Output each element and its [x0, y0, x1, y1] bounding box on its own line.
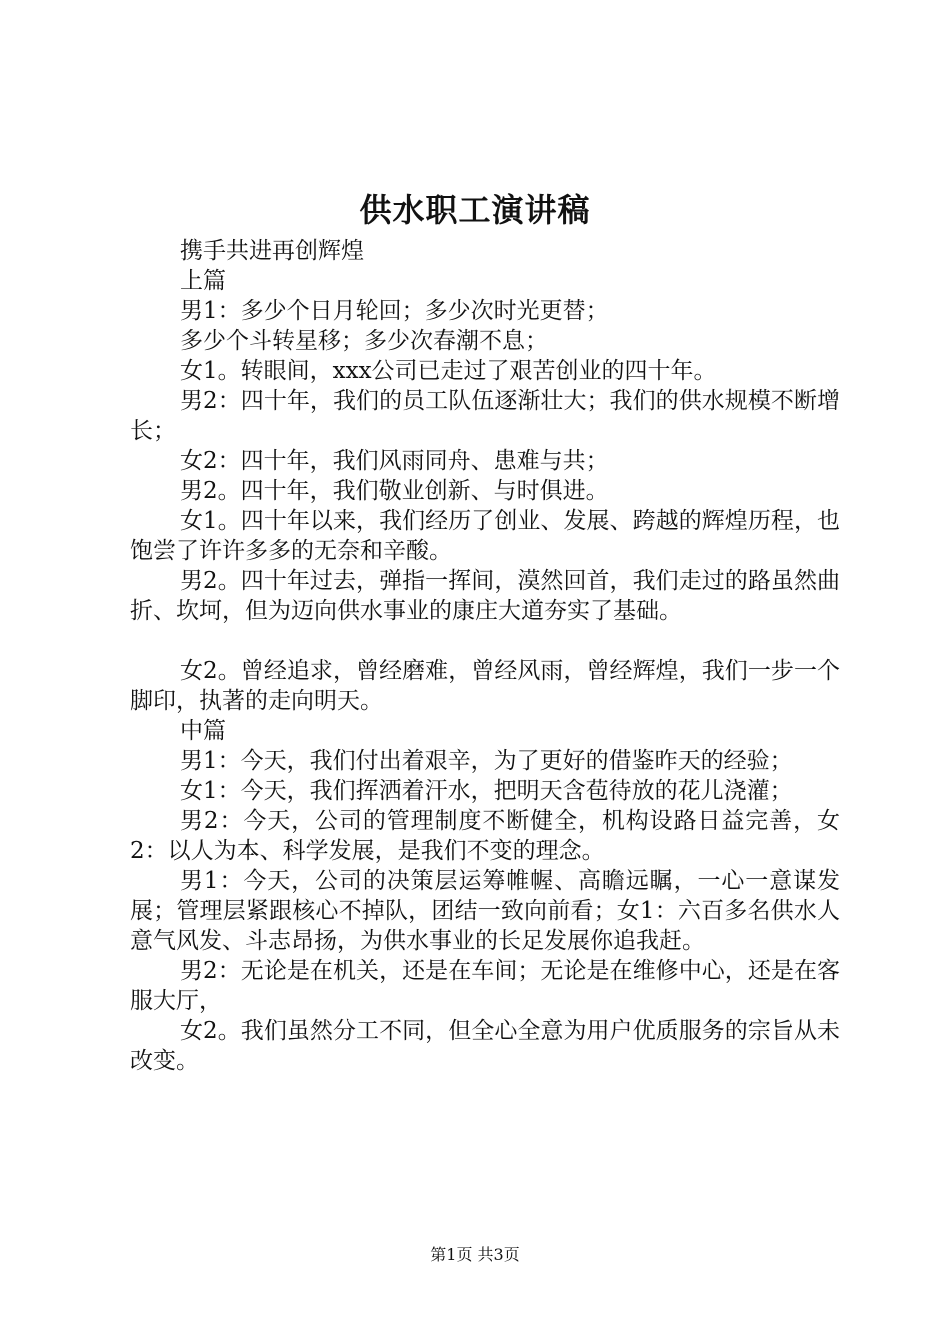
paragraph: 女2：四十年，我们风雨同舟、患难与共；: [180, 448, 609, 474]
paragraph: 女1。转眼间，xxx公司已走过了艰苦创业的四十年。: [180, 358, 717, 384]
paragraph: 男2。四十年，我们敬业创新、与时俱进。: [180, 478, 609, 504]
paragraph: 女1：今天，我们挥洒着汗水，把明天含苞待放的花儿浇灌；: [180, 778, 793, 804]
section-heading-upper: 上篇: [180, 268, 226, 294]
document-body: [130, 236, 840, 1076]
paragraph: 女2。我们虽然分工不同，但全心全意为用户优质服务的宗旨从未改变。: [130, 1018, 840, 1074]
paragraph: 多少个斗转星移；多少次春潮不息；: [180, 328, 548, 354]
paragraph: 男2。四十年过去，弹指一挥间，漠然回首，我们走过的路虽然曲折、坎坷，但为迈向供水事业的康庄大道夯实了基础。: [130, 568, 840, 624]
paragraph: 男1：多少个日月轮回；多少次时光更替；: [180, 298, 609, 324]
subtitle: 携手共进再创辉煌: [180, 238, 364, 264]
paragraph: 男1：今天，公司的决策层运筹帷幄、高瞻远瞩，一心一意谋发展；管理层紧跟核心不掉队，团结一致向前看；女1：六百多名供水人意气风发、斗志昂扬，为供水事业的长足发展你追我赶。: [130, 868, 840, 954]
paragraph: 男2：四十年，我们的员工队伍逐渐壮大；我们的供水规模不断增长；: [130, 388, 840, 444]
paragraph: 女1。四十年以来，我们经历了创业、发展、跨越的辉煌历程，也饱尝了许许多多的无奈和辛酸。: [130, 508, 840, 564]
paragraph-spacer: [130, 626, 840, 656]
section-heading-middle: 中篇: [180, 718, 226, 744]
paragraph: 男1：今天，我们付出着艰辛，为了更好的借鉴昨天的经验；: [180, 748, 793, 774]
paragraph: 男2：今天，公司的管理制度不断健全，机构设路日益完善，女2：以人为本、科学发展，是我们不变的理念。: [130, 808, 840, 864]
paragraph: 男2：无论是在机关，还是在车间；无论是在维修中心，还是在客服大厅，: [130, 958, 840, 1014]
paragraph: 女2。曾经追求，曾经磨难，曾经风雨，曾经辉煌，我们一步一个脚印，执著的走向明天。: [130, 658, 840, 714]
page-number-footer: 第1页 共3页: [430, 1245, 520, 1264]
document-title: 供水职工演讲稿: [359, 191, 591, 229]
